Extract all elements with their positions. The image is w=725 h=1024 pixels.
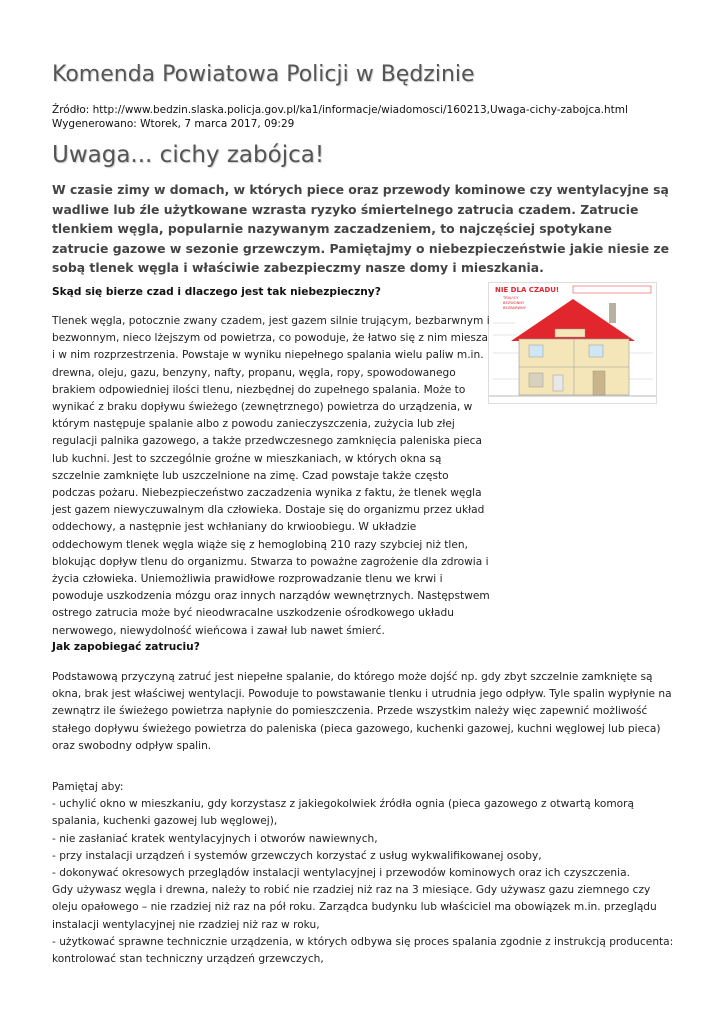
poster-bullet: BEZWONNY	[503, 301, 525, 305]
poster-headline: NIE DLA CZADU!	[495, 286, 560, 294]
poster-bullet: BEZBARWNY	[503, 306, 526, 310]
poster-bullet: TRUJĄCY	[503, 296, 519, 300]
list-item: - dokonywać okresowych przeglądów instalacji wentylacyjnej i przewodów kominowych oraz ich czyszczenia.	[52, 867, 630, 880]
list-item: - użytkować sprawne technicznie urządzenia, w których odbywa się proces spalania zgodnie z instrukcją producenta: kontrolować stan techniczny urządzeń grzewczych,	[52, 935, 674, 966]
section-text-prevention: Podstawową przyczyną zatruć jest niepełne spalanie, do którego może dojść np. gdy zbyt szczelnie zamknięte są okna, brak jest właściwej wentylacji. Powoduje to powstawanie tlenku i utrudnia jego odpływ. Tyle spalin wypłynie na zewnątrz ile świeżego powietrza napłynie do pomieszczenia. Przede wszystkim należy więc zapewnić możliwość stałego dopływu świeżego powietrza do paleniska (pieca gazowego, kuchenki gazowej, kuchni węglowej lub pieca) oraz swobodny odpływ spalin.	[52, 671, 672, 752]
remember-intro: Pamiętaj aby:	[52, 781, 124, 793]
remember-list	[52, 779, 677, 968]
section-heading-origin: Skąd się bierze czad i dlaczego jest tak niebezpieczny?	[52, 286, 381, 298]
article-title: Uwaga... cichy zabójca!	[52, 142, 325, 168]
list-item: Gdy używasz węgla i drewna, należy to robić nie rzadziej niż raz na 3 miesiące. Gdy używasz gazu ziemnego czy oleju opałowego – nie rzadziej niż raz na pół roku. Zarządca budynku lub właściciel ma obowiązek m.in. przeglądu instalacji wentylacyjnej nie rzadziej niż raz w roku,	[52, 884, 657, 931]
poster-image	[488, 282, 657, 404]
house-illustration	[489, 283, 656, 403]
document-meta	[52, 104, 628, 131]
section-text-origin: Tlenek węgla, potocznie zwany czadem, jest gazem silnie trującym, bezbarwnym i bezwonnym, nieco lżejszym od powietrza, co powoduje, że łatwo się z nim miesza i w nim rozprzestrzenia. Powstaje w wyniku niepełnego spalania wielu paliw m.in. drewna, oleju, gazu, benzyny, nafty, propanu, węgla, ropy, spowodowanego brakiem odpowiedniej ilości tlenu, niezbędnej do zupełnego spalania. Może to wynikać z braku dopływu świeżego (zewnętrznego) powietrza do urządzenia, w którym następuje spalanie albo z powodu zanieczyszczenia, zużycia lub złej regulacji palnika gazowego, a także przedwczesnego zamknięcia paleniska pieca lub kuchni. Jest to szczególnie groźne w mieszkaniach, w których okna są szczelnie zamknięte lub uszczelnione na zimę. Czad powstaje także często podczas pożaru. Niebezpieczeństwo zaczadzenia wynika z faktu, że tlenek węgla jest gazem niewyczuwalnym dla człowieka. Dostaje się do organizmu przez układ oddechowy, a następnie jest wchłaniany do krwioobiegu. W układzie oddechowym tlenek węgla wiąże się z hemoglobiną 210 razy szybciej niż tlen, blokując dopływ tlenu do organizmu. Stwarza to poważne zagrożenie dla zdrowia i życia człowieka. Uniemożliwia prawidłowe rozprowadzanie tlenu we krwi i powoduje uszkodzenia mózgu oraz innych narządów wewnętrznych. Następstwem ostrego zatrucia może być nieodwracalne uszkodzenie ośrodkowego układu nerwowego, niewydolność wieńcowa i zawał lub nawet śmierć.	[52, 315, 490, 637]
site-title: Komenda Powiatowa Policji w Będzinie	[52, 62, 475, 87]
list-item: - przy instalacji urządzeń i systemów grzewczych korzystać z usług wykwalifikowanej osoby,	[52, 849, 542, 862]
generated-line: Wygenerowano: Wtorek, 7 marca 2017, 09:29	[52, 117, 295, 130]
source-line: Źródło: http://www.bedzin.slaska.policja.gov.pl/ka1/informacje/wiadomosci/160213,Uwaga-cichy-zabojca.html	[52, 104, 628, 116]
list-item: - uchylić okno w mieszkaniu, gdy korzystasz z jakiegokolwiek źródła ognia (pieca gazowego z otwartą komorą spalania, kuchenki gazowej lub węglowej),	[52, 798, 634, 828]
list-item: - nie zasłaniać kratek wentylacyjnych i otworów nawiewnych,	[52, 832, 378, 845]
section-heading-prevention: Jak zapobiegać zatruciu?	[52, 641, 200, 653]
article-lead: W czasie zimy w domach, w których piece oraz przewody kominowe czy wentylacyjne są wadliwe lub źle użytkowane wzrasta ryzyko śmiertelnego zatrucia czadem. Zatrucie tlenkiem węgla, popularnie nazywanym zaczadzeniem, to najczęściej spotykane zatrucie gazowe w sezonie grzewczym. Pamiętajmy o niebezpieczeństwie jakie niesie ze sobą tlenek węgla i właściwie zabezpieczmy nasze domy i mieszkania.	[52, 182, 670, 276]
